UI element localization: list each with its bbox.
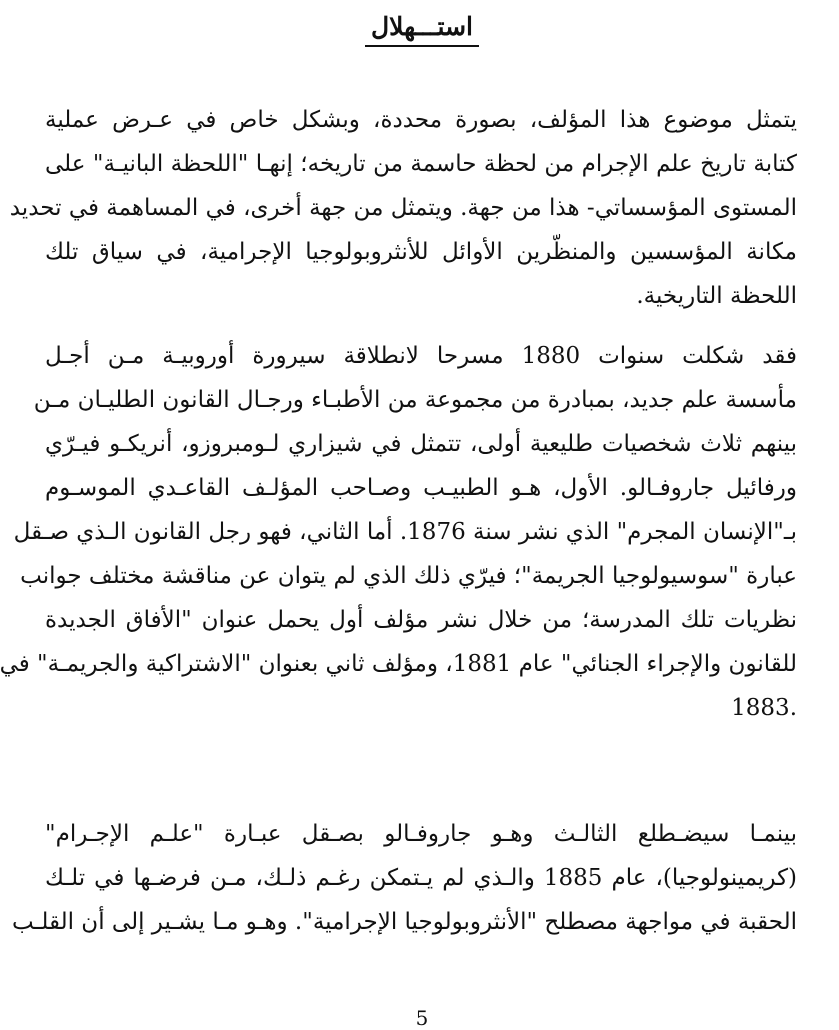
paragraph-1-line-1: يتمثل موضوع هذا المؤلف، بصورة محددة، وبشكل خاص في عـرض عملية [45, 107, 797, 133]
paragraph-3-line-2: (كريمينولوجيا)، عام 1885 والـذي لم يـتمكن رغـم ذلـك، مـن فرضـها في تلـك [45, 865, 797, 891]
paragraph-2-line-3: بينهم ثلاث شخصيات طليعية أولى، تتمثل في شيزاري لـومبروزو، أنريكـو فيـرّي [45, 431, 797, 457]
paragraph-2-line-9: .1883 [731, 695, 797, 721]
paragraph-2-line-1: فقد شكلت سنوات 1880 مسرحا لانطلاقة سيرورة أوروبيـة مـن أجـل [45, 343, 797, 369]
paragraph-1-line-3: المستوى المؤسساتي- هذا من جهة. ويتمثل من جهة أخرى، في المساهمة في تحديد [9, 195, 797, 221]
page-number: 5 [415, 1006, 429, 1030]
paragraph-2-line-5: بـ"الإنسان المجرم" الذي نشر سنة 1876. أما الثاني، فهو رجل القانون الـذي صـقل [13, 519, 797, 545]
paragraph-3-line-1: بينمـا سيضـطلع الثالـث وهـو جاروفـالو بصـقل عبـارة "علـم الإجـرام" [45, 821, 797, 847]
paragraph-2-line-2: مأسسة علم جديد، بمبادرة من مجموعة من الأطبـاء ورجـال القانون الطليـان مـن [33, 387, 797, 413]
title-text: استـــهلال [365, 12, 479, 47]
paragraph-1-line-4: مكانة المؤسسين والمنظّرين الأوائل للأنثروبولوجيا الإجرامية، في سياق تلك [45, 239, 797, 265]
paragraph-1-line-2: كتابة تاريخ علم الإجرام من لحظة حاسمة من تاريخه؛ إنهـا "اللحظة البانيـة" على [45, 151, 797, 177]
paragraph-2-line-4: ورفائيل جاروفـالو. الأول، هـو الطبيـب وصـاحب المؤلـف القاعـدي الموسـوم [45, 475, 797, 501]
paragraph-2-line-6: عبارة "سوسيولوجيا الجريمة"؛ فيرّي ذلك الذي لم يتوان عن مناقشة مختلف جوانب [20, 563, 797, 589]
page-title [5, 12, 839, 47]
paragraph-2-line-7: نظريات تلك المدرسة؛ من خلال نشر مؤلف أول يحمل عنوان "الأفاق الجديدة [45, 607, 797, 633]
paragraph-1-line-5: اللحظة التاريخية. [636, 283, 797, 309]
paragraph-3-line-3: الحقبة في مواجهة مصطلح "الأنثروبولوجيا الإجرامية". وهـو مـا يشـير إلى أن القلـب [12, 909, 797, 935]
paragraph-2-line-8: للقانون والإجراء الجنائي" عام 1881، ومؤلف ثاني بعنوان "الاشتراكية والجريمـة" في [0, 651, 797, 677]
